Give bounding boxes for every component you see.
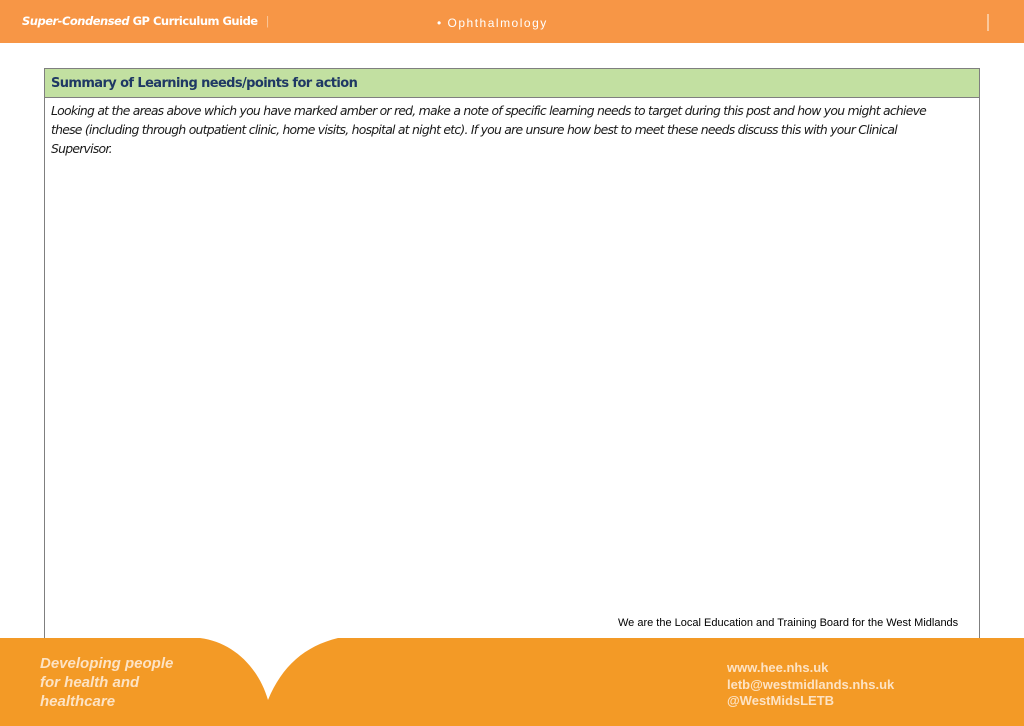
guide-title [22, 14, 269, 28]
header-divider-mark [987, 14, 989, 31]
learning-needs-instructions: Looking at the areas above which you have marked amber or red, make a note of specific learning needs to target during this post and how you might achieve these (including through outpatient clinic, home visits, hospital at night etc). If you are unsure how best to meet these needs discuss this with your Clinical Supervisor. [51, 103, 927, 156]
section-title: • Ophthalmology [437, 16, 548, 30]
guide-title-italic: Super-Condensed [22, 14, 130, 28]
slogan-line: healthcare [40, 693, 116, 710]
footer-slogan [40, 654, 173, 711]
email-link[interactable]: letb@westmidlands.nhs.uk [727, 676, 895, 692]
website-link[interactable]: www.hee.nhs.uk [727, 660, 829, 675]
slogan-line: Developing people [40, 655, 174, 672]
learning-needs-box [44, 68, 980, 641]
slogan-line: for health and [40, 674, 140, 691]
title-separator: | [265, 14, 269, 28]
footer-contacts [727, 660, 894, 710]
twitter-handle-link[interactable]: @WestMidsLETB [727, 693, 835, 708]
header-bar [0, 0, 1024, 43]
learning-needs-heading: Summary of Learning needs/points for action [45, 69, 979, 98]
letb-statement: We are the Local Education and Training Board for the West Midlands [618, 617, 959, 629]
guide-title-rest: GP Curriculum Guide [132, 14, 258, 28]
